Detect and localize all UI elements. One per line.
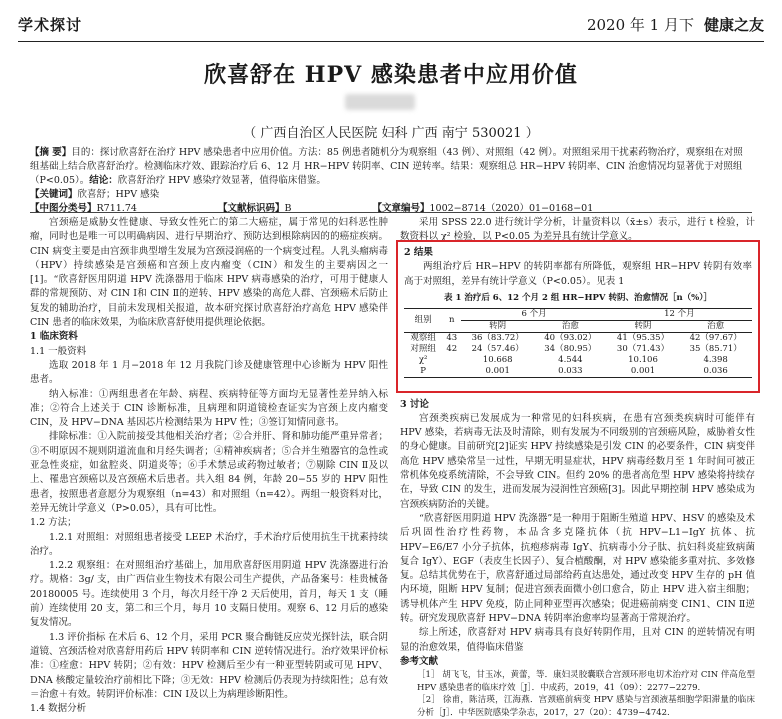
results-section [398,242,758,378]
value-cell: 10.668 [482,355,513,366]
stats-method-paragraph: 采用 SPSS 22.0 进行统计学分析，计量资料以（x̄±s）表示，进行 t 检验，计数资料以 χ² 检验，以 P<0.05 为差异具有统计学意义。 [400,217,755,243]
subsection-heading: 1.2 方法； [30,517,77,529]
right-column-body [400,398,755,719]
row-label: χ² [418,355,428,366]
results-paragraph: 两组治疗后 HR−HPV 的转阴率都有所降低，观察组 HR−HPV 转阴有效率高于对照组，差异有统计学意义（P<0.05）。见表 1 [404,261,752,287]
value-cell: 0.001 [461,366,534,378]
value-cell: 34（80.95） [544,344,597,355]
keywords-text: 欣喜舒；HPV 感染 [77,189,160,200]
value-cell: 36（83.72） [461,333,534,345]
subheader-cell: 治愈 [561,321,579,332]
section-heading: 3 讨论 [400,398,429,410]
clc-value: R711.74 [96,203,137,214]
body-paragraph: 1.3 评价指标 在术后 6、12 个月，采用 PCR 聚合酶链反应荧光探针法，联合阴道镜、宫颈活检对欣喜舒用药后 HPV 转阴率和 CIN 逆转情况进行。治疗效果评价标准：①痊愈：HPV 转阴；②有效：HPV 检测后至少有一种亚型转阴或可见 HPV、DNA 核酸定量较治疗前相比下降；③无效：HPV 检测后仍表现为持续阳性；总有效＝治愈＋有效。转阴评价标准：CIN Ⅰ及以上为病理诊断阳性。 [30,631,388,700]
abstract-text [30,146,752,188]
page-header [18,14,764,38]
results-heading: 2 结果 [404,247,433,258]
header-n: n [442,309,461,333]
doc-code-value: B [284,203,292,214]
body-paragraph: 选取 2018 年 1 月−2018 年 12 月我院门诊及健康管理中心诊断为 HPV 阳性患者。 [30,359,388,386]
subheader-cell: 转阴 [634,321,652,332]
section-heading: 1 临床资料 [30,331,78,343]
body-paragraph: “欣喜舒医用阴道 HPV 洗涤器”是一种用于阻断生殖道 HPV、HSV 的感染及术后巩固性治疗性药物，本品含多克隆抗体（抗 HPV−L1−IgY 抗体、抗 HPV−E6/E7 小分子抗体，抗疱疹病毒 IgY、抗病毒小分子肽、抗妇科炎症致病菌复合 IgY）、EGF（表皮生长因子）、复合植酸酮，对 HPV 感染能多重对抗、多效修复。总结其优势在于，欣喜舒通过局部给药直达患处，通过改变 HPV 生存的 pH 值内环境，阻断 HPV 复制；促进宫颈表面微小创口愈合，防止 HPV 进入宿主细胞；诱导机体产生 HPV 免疫，防止同种亚型再次感染；促进癌前病变 CIN1、CIN Ⅱ逆转。研究发现欣喜舒 HPV−DNA 转阴率治愈率均显著高于常规治疗。 [400,512,755,625]
value-cell: 41（95.35） [607,333,680,345]
conclusion-label: 结论： [89,175,118,186]
row-n: 42 [446,344,458,355]
doc-code-label: 【文献标识码】 [217,203,285,214]
value-cell: 24（57.46） [471,344,524,355]
left-column [30,216,388,716]
header-12-months: 12 个月 [607,309,752,321]
subheader-cell: 治愈 [707,321,725,332]
keywords-line [30,188,752,202]
body-paragraph: 纳入标准：①两组患者在年龄、病程、疾病特征等方面均无显著性差异纳入标准；②符合上述关于 CIN 诊断标准，且病理和阴道镜检查证实为宫颈上皮内瘤变 CIN，及 HPV−DNA 基因芯片检测结果为 HPV 性；③签订知情同意书。 [30,388,388,429]
row-label: 对照组 [410,344,436,355]
row-label: P [404,366,442,378]
body-paragraph: 综上所述，欣喜舒对 HPV 病毒具有良好转阴作用，且对 CIN 的逆转情况有明显的治愈效果，值得临床借鉴 [400,627,755,653]
abstract-block [30,146,752,216]
row-n [442,355,461,366]
abstract-label: 【摘 要】 [30,147,72,158]
clc-label: 【中图分类号】 [30,203,97,214]
results-highlight-box [396,240,760,393]
value-cell: 10.106 [628,355,658,366]
table-row [404,366,752,378]
table-body [404,333,752,378]
clc-field [30,202,137,216]
header-divider [18,41,764,42]
article-number-label: 【文章编号】 [372,203,430,214]
value-cell: 0.036 [679,366,752,378]
table-row [404,355,752,366]
article-number-value: 1002−8714（2020）01−0168−01 [429,203,594,214]
row-n [442,366,461,378]
table-header-row [404,309,752,321]
results-table [404,308,752,378]
body-paragraph: 1.2.1 对照组：对照组患者接受 LEEP 术治疗，手术治疗后使用抗生干扰素持续治疗。 [30,531,388,557]
doc-code-field [218,202,292,216]
row-label: 观察组 [404,333,442,345]
table-row [404,344,752,355]
section-heading: 参考文献 [400,655,439,667]
body-paragraph: 1.2.2 观察组：在对照组治疗基础上，加用欣喜舒医用阴道 HPV 洗涤器进行治疗。规格：3g/ 支，由广西信业生物技术有限公司生产提供，产品备案号：桂贵械备 20180005 号。连续使用 3 个月，每次月经干净 2 天后使用，首月，每天 1 支（睡前）连续使用 20 支，第二和三个月，每月 10 支隔日使用。观察 6、12 月后的感染复发情况。 [30,560,388,629]
reference-item: ［2］ 徐甫，陈洁瑛，江海燕．宫颈癌前病变 HPV 感染与宫颈液基细胞学阳滞量的临床分析［J］．中华医院感染学杂志，2017，27（20）：4739−4742. [417,695,755,718]
header-group: 组别 [404,309,442,333]
redacted-author-name [345,94,415,110]
value-cell: 0.001 [607,366,680,378]
body-paragraph: 宫颈癌是威胁女性健康、导致女性死亡的第二大癌症，属于常见的妇科恶性肿瘤，同时也是唯一可以明确病因、进行早期治疗、预防达到根除病因的的癌症疾病。CIN 病变主要是由宫颈非典型增生发展为宫颈浸润癌的一个病变过程。人乳头瘤病毒（HPV）持续感染是宫颈癌和宫颈上皮内瘤变（CIN）和发生的主要病因之一[1]。“欣喜舒医用阴道 HPV 洗涤器用于临床 HPV 病毒感染的治疗，可用于健康人群的常规预防、对 CIN Ⅰ和 CIN Ⅱ的逆转、HPV 感染的高危人群、宫颈癌术后防止复发的辅助治疗，目前未发现相关报道，故本研究探讨欣喜舒治疗高危 HPV 感染伴 CIN 患者的临床效果，为临床欣喜舒使用提供理论依据。 [30,217,388,329]
value-cell: 0.033 [534,366,607,378]
article-title: 欣喜舒在 HPV 感染患者中应用价值 [204,62,578,88]
issue-date: 2020 年 1 月下 [586,16,694,34]
table-row [404,333,752,345]
subheader-cell: 转阴 [489,321,507,332]
value-cell: 40（93.02） [534,333,607,345]
table-title: 表 1 治疗后 6、12 个月 2 组 HR−HPV 转阴、治愈情况［n（%）］ [444,292,712,303]
abstract-body: 目的：探讨欣喜舒在治疗 HPV 感染患者中应用价值。方法：85 例患者随机分为观察组（43 例）、对照组（42 例）。对照组采用干扰素药物治疗，观察组在对照组基础上结合欣喜舒治疗。检测临床疗效、跟踪治疗后 6、12 月 HR−HPV 转阴率、CIN 逆转率。结果：观察组总 HR−HPV 转阴率、CIN 治愈情况均显著优于对照组（P<0.05）。 [30,147,743,186]
section-label: 学术探讨 [18,16,83,34]
abstract-divider [30,212,752,213]
reference-item: ［1］ 胡飞飞，甘玉冰，黄蕾，等．康妇灵胶囊联合宫颈环形电切术治疗对 CIN 伴高危型 HPV 感染患者的临床疗效［J］．中成药，2019，41（09）：2277−2279. [417,670,755,693]
value-cell: 35（85.71） [689,344,742,355]
conclusion-text: 欣喜舒治疗 HPV 感染疗效显著，值得临床借鉴。 [117,175,326,186]
keywords-label: 【关键词】 [30,189,78,200]
subsection-heading: 1.1 一般资料 [30,345,87,357]
author-affiliation: （ 广西自治区人民医院 妇科 广西 南宁 530021 ） [243,126,539,141]
body-paragraph: 排除标准：①入院前接受其他相关治疗者；②合并肝、肾和肺功能严重异常者；③不明原因不规则阴道流血和月经失调者；④精神疾病者；⑤合并生殖器官的急性或亚急性炎症，如盆腔炎、阴道炎等；⑥手术禁忌或药物过敏者；⑦剔除 CIN Ⅱ及以上、罹患宫颈癌以及宫颈癌术后患者。共入组 84 例，年龄 20−55 岁的 HPV 阳性患者，按照患者意愿分为观察组（n=43）和对照组（n=42）。两组一般资料对比，差异无统计学意义（P>0.05），具有可比性。 [30,431,388,514]
issue-info [587,14,764,35]
journal-name: 健康之友 [703,16,764,34]
article-number-field [372,202,593,216]
header-6-months: 6 个月 [461,309,606,321]
value-cell: 4.398 [703,355,728,366]
body-paragraph: 宫颈类疾病已发展成为一种常见的妇科疾病，在患有宫颈类疾病时可能伴有 HPV 感染，若病毒无法及时清除，则有发展为不同级别的宫颈癌风险，威胁着女性的身心健康。目前研究[2]证实 HPV 持续感染是引发 CIN 的必要条件，CIN 病变伴高危 HPV 感染常呈一过性，早期无明显症状，HPV 病毒经数月至 1 年时间可被正常机体免疫系统清除，不会导致 CIN。但约 20% 的患者高危型 HPV 感染将持续存在，导致 CIN 的发生，进而发展为浸润性宫颈癌[3]。因此早期控制 HPV 感染成为宫颈疾病防治的关键。 [400,412,755,510]
value-cell: 30（71.43） [616,344,670,355]
row-n: 43 [442,333,461,345]
classification-line [30,202,752,216]
value-cell: 42（97.67） [679,333,752,345]
value-cell: 4.544 [558,355,583,366]
subsection-heading: 1.4 数据分析 [30,703,87,715]
